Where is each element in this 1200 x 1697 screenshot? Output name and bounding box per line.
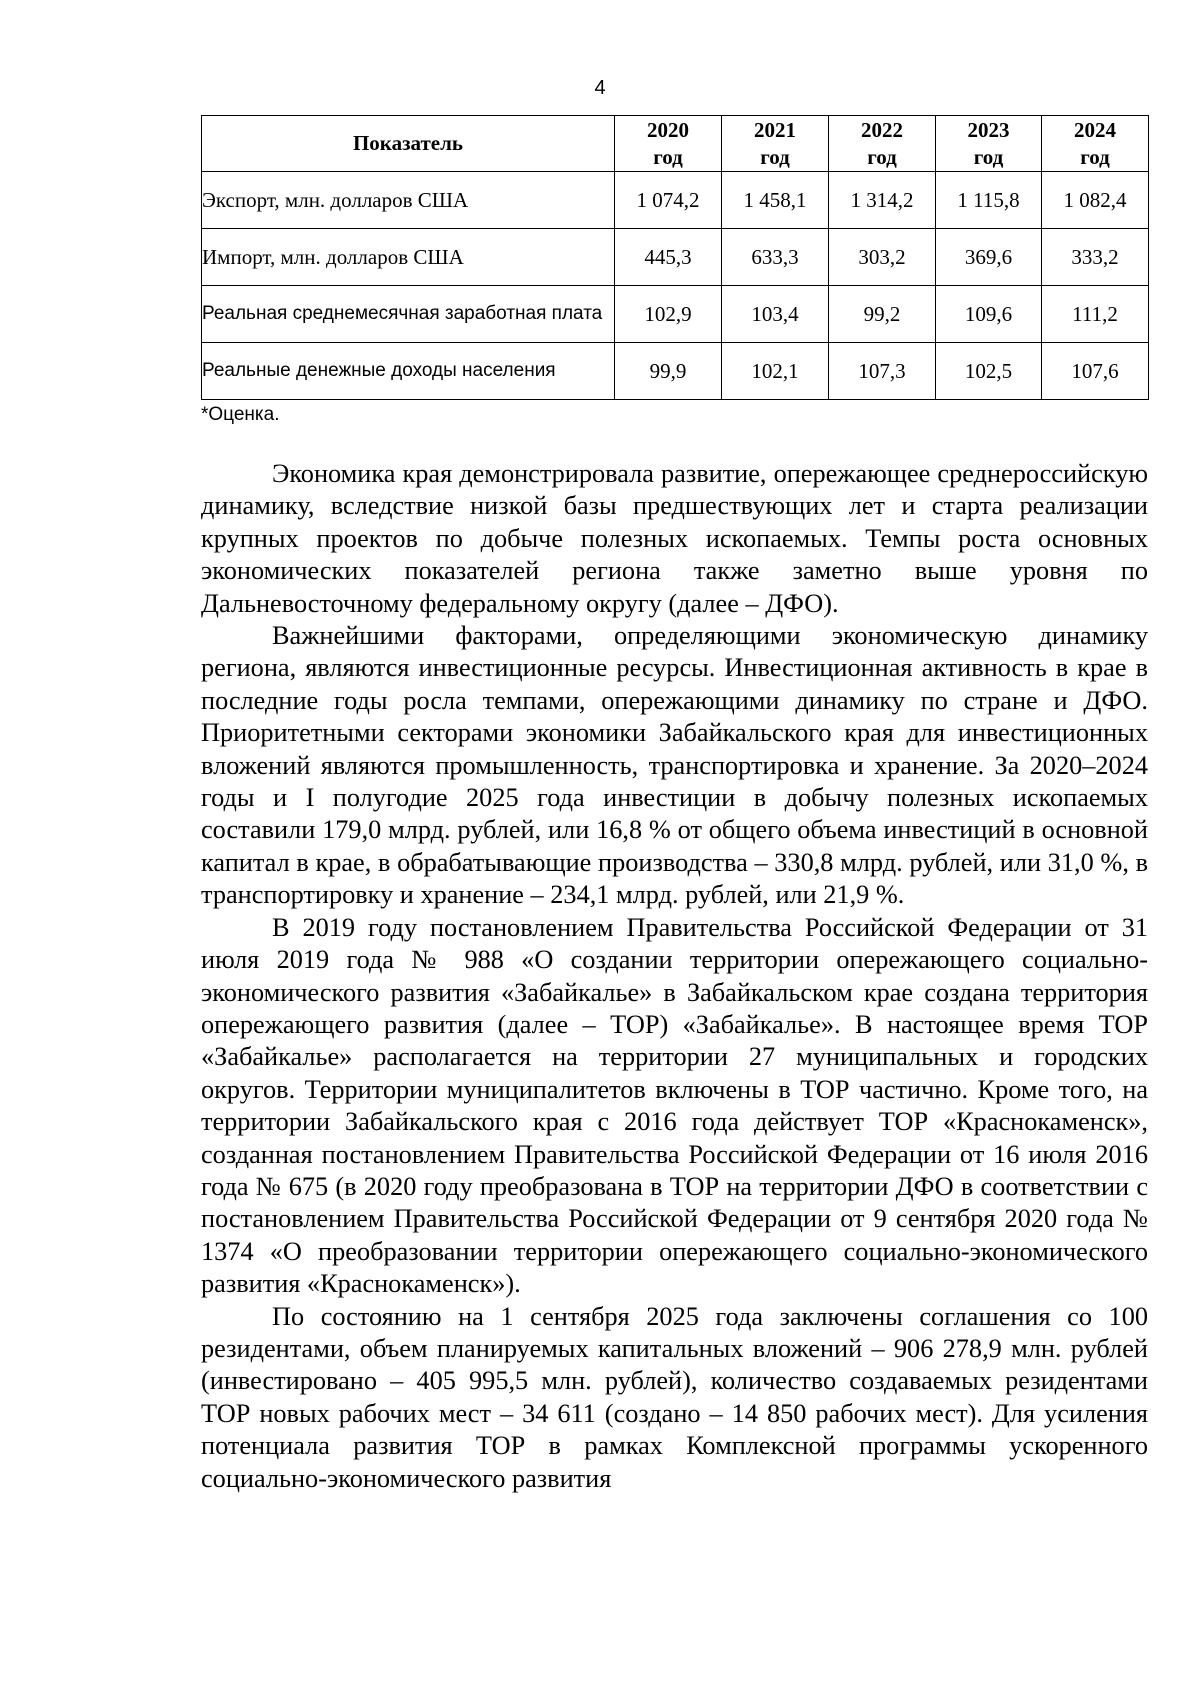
row-label: Реальная среднемесячная заработная плата: [202, 286, 615, 343]
paragraph: По состоянию на 1 сентября 2025 года заключены соглашения со 100 резидентами, объем планируемых капитальных вложений – 906 278,9 млн. рублей (инвестировано – 405 995,5 млн. рублей), количество создаваемых резидентами ТОР новых рабочих мест – 34 611 (создано – 14 850 рабочих мест). Для усиления потенциала развития ТОР в рамках Комплексной программы ускоренного социально-экономического развития: [201, 1301, 1148, 1493]
row-label: Реальные денежные доходы населения: [202, 343, 615, 400]
body-text: [201, 458, 1148, 1495]
column-header-year: 2021 год: [722, 116, 829, 172]
table-cell: 103,4: [722, 286, 829, 343]
table-row-real-income: [202, 343, 1149, 400]
table-cell: 99,2: [829, 286, 936, 343]
table-cell: 109,6: [936, 286, 1042, 343]
row-label: Импорт, млн. долларов США: [202, 229, 615, 286]
column-header-indicator: Показатель: [202, 116, 615, 172]
table-cell: 303,2: [829, 229, 936, 286]
table-header-row: [202, 116, 1149, 172]
paragraph: Экономика края демонстрировала развитие, опережающее среднероссийскую динамику, вследствие низкой базы предшествующих лет и старта реализации крупных проектов по добыче полезных ископаемых. Темпы роста основных экономических показателей региона также заметно выше уровня по Дальневосточному федеральному округу (далее – ДФО).: [201, 459, 1148, 618]
column-header-year: 2020 год: [615, 116, 722, 172]
column-header-year: 2023 год: [936, 116, 1042, 172]
table-cell: 1 115,8: [936, 172, 1042, 229]
column-header-year: 2024 год: [1042, 116, 1149, 172]
row-label: Экспорт, млн. долларов США: [202, 172, 615, 229]
table-cell: 1 082,4: [1042, 172, 1149, 229]
paragraph: В 2019 году постановлением Правительства Российской Федерации от 31 июля 2019 года № 988 «О создании территории опережающего социально-экономического развития «Забайкалье» в Забайкальском крае создана территория опережающего развития (далее – ТОР) «Забайкалье». В настоящее время ТОР «Забайкалье» располагается на территории 27 муниципальных и городских округов. Территории муниципалитетов включены в ТОР частично. Кроме того, на территории Забайкальского края с 2016 года действует ТОР «Краснокаменск», созданная постановлением Правительства Российской Федерации от 16 июля 2016 года № 675 (в 2020 году преобразована в ТОР на территории ДФО в соответствии с постановлением Правительства Российской Федерации от 9 сентября 2020 года № 1374 «О преобразовании территории опережающего социально-экономического развития «Краснокаменск»).: [201, 912, 1148, 1299]
table-cell: 1 314,2: [829, 172, 936, 229]
table-cell: 333,2: [1042, 229, 1149, 286]
table-cell: 633,3: [722, 229, 829, 286]
paragraph: Важнейшими факторами, определяющими экономическую динамику региона, являются инвестиционные ресурсы. Инвестиционная активность в крае в последние годы росла темпами, опережающими динамику по стране и ДФО. Приоритетными секторами экономики Забайкальского края для инвестиционных вложений являются промышленность, транспортировка и хранение. За 2020–2024 годы и I полугодие 2025 года инвестиции в добычу полезных ископаемых составили 179,0 млрд. рублей, или 16,8 % от общего объема инвестиций в основной капитал в крае, в обрабатывающие производства – 330,8 млрд. рублей, или 31,0 %, в транспортировку и хранение – 234,1 млрд. рублей, или 21,9 %.: [201, 621, 1148, 910]
table-cell: 99,9: [615, 343, 722, 400]
table-row-import: [202, 229, 1149, 286]
table-cell: 102,9: [615, 286, 722, 343]
page-number: 4: [594, 77, 606, 99]
table-cell: 107,3: [829, 343, 936, 400]
column-header-year: 2022 год: [829, 116, 936, 172]
table-cell: 102,1: [722, 343, 829, 400]
table-cell: 102,5: [936, 343, 1042, 400]
table-footnote: *Оценка.: [201, 404, 280, 425]
indicators-table: [201, 115, 1149, 400]
table-cell: 107,6: [1042, 343, 1149, 400]
table-cell: 1 458,1: [722, 172, 829, 229]
table-cell: 369,6: [936, 229, 1042, 286]
table-cell: 111,2: [1042, 286, 1149, 343]
table-cell: 1 074,2: [615, 172, 722, 229]
table-cell: 445,3: [615, 229, 722, 286]
table-row-export: [202, 172, 1149, 229]
table-row-real-wage: [202, 286, 1149, 343]
